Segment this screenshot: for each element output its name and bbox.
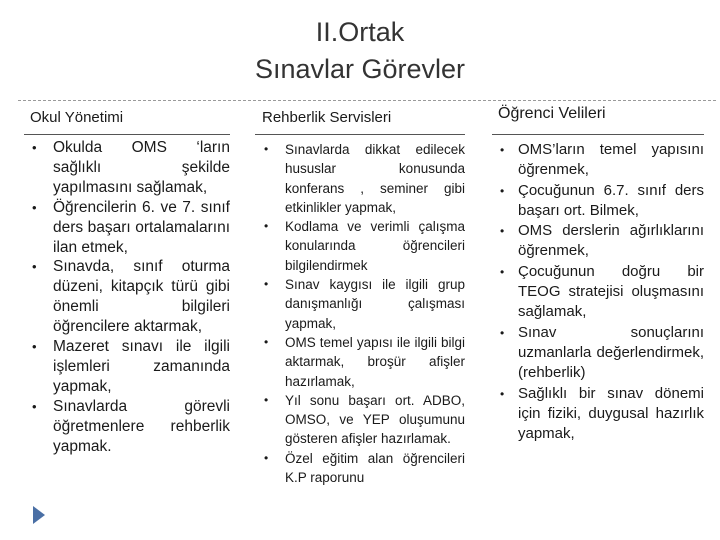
bullet-icon: • [500,325,505,340]
bullet-icon: • [32,140,37,155]
duty-list [255,140,465,487]
bullet-icon: • [264,392,269,407]
header-rule [255,134,465,135]
list-item: • OMS temel yapısı ile ilgili bilgi aktarmak, broşür afişler hazırlamak, [264,334,465,389]
bullet-icon: • [500,143,505,157]
header-rule [24,134,230,135]
list-item: • Mazeret sınavı ile ilgili işlemleri zamanında yapmak, [32,338,230,395]
bullet-icon: • [264,219,269,234]
bullet-icon: • [32,199,37,215]
bullet-icon: • [500,386,505,401]
title-line-1: II.Ortak [315,17,405,47]
list-item: • Okulda OMS ‘ların sağlıklı şekilde yapılmasını sağlamak, [32,139,230,196]
list-item: • Sınavlarda dikkat edilecek hususlar konusunda konferans , seminer gibi etkinlikler yapmak, [264,142,465,215]
list-item: • Öğrencilerin 6. ve 7. sınıf ders başarı ortalamalarını ilan etmek, [32,198,230,256]
list-item: • Yıl sonu başarı ort. ADBO, OMSO, ve YEP oluşumunu gösteren afişler hazırlamak. [264,392,465,447]
header-rule [492,134,704,135]
next-arrow-icon[interactable] [33,506,45,524]
list-item: • Sınavlarda görevli öğretmenlere rehberlik yapmak. [32,397,230,455]
bullet-icon: • [32,339,37,355]
bullet-icon: • [264,277,269,292]
list-item: • Çocuğunun 6.7. sınıf ders başarı ort. Bilmek, [500,181,704,219]
bullet-icon: • [32,398,37,414]
list-item: • Çocuğunun doğru bir TEOG stratejisi oluşmasını sağlamak, [500,262,704,321]
list-item: • Özel eğitim alan öğrencileri K.P raporunu [264,450,465,486]
duty-list [492,140,704,444]
bullet-icon: • [500,224,505,239]
list-item: • Sınav sonuçlarını uzmanlarla değerlendirmek, (rehberlik) [500,323,704,382]
bullet-icon: • [500,264,505,279]
column-header: Rehberlik Servisleri [262,109,392,126]
list-item: • Sağlıklı bir sınav dönemi için fiziki, duygusal hazırlık yapmak, [500,384,704,443]
list-item: • OMS derslerin ağırlıklarını öğrenmek, [500,222,704,260]
duty-list [24,138,230,457]
bullet-icon: • [264,142,269,156]
slide-title [0,14,720,88]
column-header: Okul Yönetimi [30,109,124,126]
list-item: • OMS’ların temel yapısını öğrenmek, [500,141,704,179]
list-item: • Sınavda, sınıf oturma düzeni, kitapçık türü gibi önemli bilgileri öğrencilere aktarmak, [32,258,230,336]
list-item: • Kodlama ve verimli çalışma konularında öğrencileri bilgilendirmek [264,219,465,273]
bullet-icon: • [32,259,37,275]
column-header: Öğrenci Velileri [498,105,606,122]
list-item: • Sınav kaygısı ile ilgili grup danışmanlığı çalışması yapmak, [264,277,465,331]
bullet-icon: • [264,450,269,465]
bullet-icon: • [264,334,269,349]
bullet-icon: • [500,183,505,198]
title-line-2: Sınavlar Görevler [254,54,466,84]
